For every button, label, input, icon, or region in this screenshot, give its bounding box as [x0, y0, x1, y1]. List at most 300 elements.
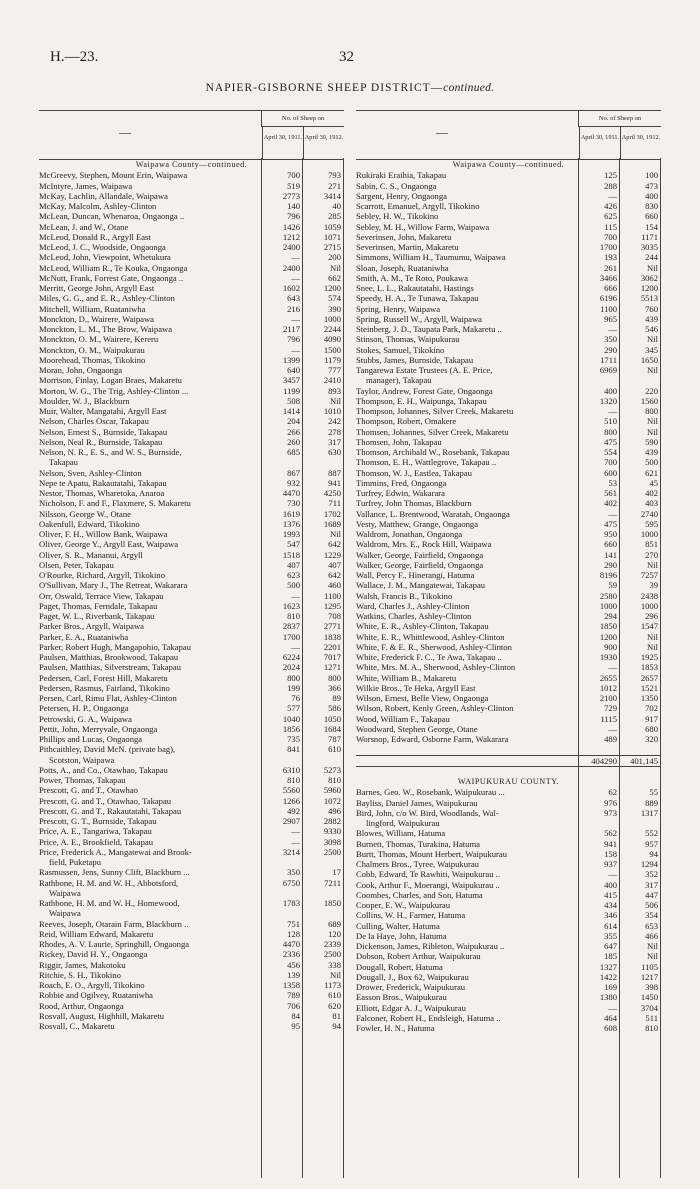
- table-row: [39, 652, 344, 662]
- sheep-1911: 700: [604, 231, 617, 242]
- owner-name: WAIPUKURAU COUNTY.: [457, 777, 560, 786]
- owner-name: Roach, E. O., Argyll, Tikokino: [39, 980, 145, 990]
- sheep-1911: —: [608, 662, 617, 673]
- sheep-1911: 407: [287, 559, 300, 570]
- owner-name: Thomsen, Johannes, Silver Creek, Makaretu: [356, 426, 509, 437]
- table-row: [39, 539, 344, 549]
- sheep-1912: 3704: [640, 1002, 658, 1013]
- sheep-1911: 796: [287, 334, 300, 345]
- table-row: [39, 734, 344, 744]
- sheep-1912: Nil: [647, 334, 658, 345]
- sheep-1912: 1689: [323, 518, 341, 529]
- owner-name: Monckton, L. M., The Brow, Waipawa: [39, 324, 173, 334]
- owner-name: Blowes, William, Hatuma: [356, 828, 446, 839]
- owner-name: Rukiraki Eraihia, Takapau: [356, 170, 447, 181]
- sheep-1911: 489: [604, 734, 617, 744]
- title-main: NAPIER-GISBORNE SHEEP DISTRICT—: [205, 82, 444, 94]
- sheep-1912: 2438: [640, 590, 658, 601]
- table-row: [39, 447, 344, 457]
- sheep-1911: 400: [604, 879, 617, 890]
- right-column-header: [356, 110, 661, 160]
- owner-name: Robbie and Ogilvey, Ruataniwha: [39, 990, 154, 1001]
- owner-name: Monckton, O. M., Waipukurau: [39, 344, 145, 355]
- owner-name: Morton, W. G., The Trig, Ashley-Clinton ...: [39, 385, 189, 396]
- sheep-1912: 793: [328, 170, 341, 181]
- table-row: [356, 869, 661, 879]
- sheep-1911: —: [608, 190, 617, 201]
- table-row: [39, 591, 344, 601]
- owner-name: Nelson, Sven, Ashley-Clinton: [39, 467, 142, 478]
- year-1911-header: April 30, 1911.: [262, 127, 303, 159]
- table-row: [356, 232, 661, 242]
- table-row-continuation: [39, 888, 344, 898]
- table-row: [356, 839, 661, 849]
- owner-name: Nicholson, F. and F., Flaxmere, S. Makaretu: [39, 498, 191, 509]
- owner-name: Drower, Frederick, Waipukurau: [356, 982, 466, 992]
- sheep-1912: 610: [328, 744, 341, 755]
- sheep-1911: 475: [604, 518, 617, 529]
- sheep-1911: 1100: [600, 303, 617, 314]
- sheep-1912: 398: [645, 982, 658, 992]
- sheep-1912: 366: [328, 682, 341, 693]
- table-row: [356, 355, 661, 365]
- sheep-1911: 216: [287, 303, 300, 314]
- table-row: [39, 837, 344, 847]
- table-row: [356, 1003, 661, 1013]
- table-row: [39, 386, 344, 396]
- table-row: [356, 662, 661, 672]
- table-row: [356, 211, 661, 221]
- sheep-1912: Nil: [647, 416, 658, 427]
- table-row: [39, 375, 344, 385]
- owner-name: Scarrott, Emanuel, Argyll, Tikokino: [356, 201, 480, 211]
- table-row-continuation: [39, 457, 344, 467]
- sheep-1912: 1294: [640, 859, 658, 869]
- sheep-1911: 1783: [282, 898, 300, 908]
- sheep-1911: 6969: [599, 365, 617, 375]
- sheep-1912: Nil: [647, 426, 658, 437]
- sheep-1912: 400: [645, 190, 658, 201]
- sheep-1911: 973: [604, 807, 617, 818]
- sheep-1912: 2500: [323, 949, 341, 960]
- table-row: [356, 910, 661, 920]
- sheep-1911: 290: [604, 559, 617, 570]
- sheep-1912: 94: [649, 848, 658, 859]
- sheep-1911: 810: [287, 611, 300, 621]
- table-row: [39, 232, 344, 242]
- owner-name: Burtt, Thomas, Mount Herbert, Waipukurau: [356, 848, 508, 859]
- table-row: [39, 468, 344, 478]
- owner-name: Walker, George, Fairfield, Ongaonga: [356, 559, 484, 570]
- sheep-1912: 1179: [324, 354, 341, 365]
- sheep-1911: 614: [604, 920, 617, 931]
- sheep-1912: 1560: [640, 395, 658, 406]
- sheep-1911: 800: [287, 672, 300, 683]
- sheep-1911: 84: [291, 1010, 300, 1021]
- owner-name: Rosvall, August, Highhill, Makaretu: [39, 1010, 165, 1021]
- sheep-count-header: No. of Sheep on: [261, 111, 344, 127]
- sheep-1912: 810: [645, 1023, 658, 1033]
- sheep-1912: 653: [645, 920, 658, 931]
- sheep-1912: 851: [645, 539, 658, 550]
- table-row: [39, 488, 344, 498]
- owner-name: Simmons, William H., Taumumu, Waipawa: [356, 252, 506, 263]
- sheep-1912: 1071: [323, 231, 341, 242]
- sheep-1911: 1623: [282, 600, 300, 611]
- sheep-1912: 511: [645, 1012, 658, 1023]
- sheep-1912: 5960: [323, 785, 341, 796]
- sheep-1912: 1650: [640, 354, 658, 365]
- table-row: [39, 642, 344, 652]
- table-row: [356, 314, 661, 324]
- owner-name: Price, A. E., Tangariwa, Takapau: [39, 826, 152, 837]
- sheep-1911: 1200: [599, 631, 617, 642]
- table-row: [356, 683, 661, 693]
- sheep-1912: 390: [328, 303, 341, 314]
- owner-name: Walsh, Francis B., Tikokino: [356, 590, 453, 601]
- header-dash: —: [436, 125, 448, 139]
- table-row: [39, 714, 344, 724]
- sheep-1911: 1422: [599, 971, 617, 982]
- sheep-1911: 2024: [282, 662, 300, 673]
- table-row: [356, 170, 661, 180]
- title-suffix: continued.: [443, 82, 495, 94]
- sheep-1912: 711: [328, 498, 341, 509]
- table-row: [39, 201, 344, 211]
- sheep-1911: 8196: [599, 570, 617, 580]
- sheep-1912: 1547: [640, 621, 658, 632]
- sheep-1911: 810: [287, 775, 300, 785]
- sheep-1911: 140: [287, 201, 300, 211]
- sheep-1912: 1200: [323, 283, 341, 293]
- owner-name: Potts, A., and Co., Otawhao, Takapau: [39, 764, 168, 775]
- owner-name: Scotston, Waipawa: [49, 754, 115, 765]
- sheep-1911: 1266: [282, 795, 300, 806]
- owner-name: Riggir, James, Makotoku: [39, 959, 126, 970]
- sheep-1912: 760: [645, 303, 658, 314]
- owner-name: Watkins, Charles, Ashley-Clinton: [356, 611, 472, 621]
- table-row: [39, 293, 344, 303]
- table-row: [39, 673, 344, 683]
- sheep-1911: 141: [604, 549, 617, 560]
- sheep-1912: 1702: [323, 508, 341, 519]
- sheep-1912: 660: [645, 211, 658, 222]
- table-row: [39, 509, 344, 519]
- sheep-1912: 1072: [323, 795, 341, 806]
- sheep-1912: 1853: [640, 662, 658, 673]
- owner-name: Paulsen, Matthias, Brookwood, Takapau: [39, 652, 179, 662]
- owner-name: Rickey, David H. Y., Ongaonga: [39, 949, 148, 960]
- sheep-1912: 81: [332, 1010, 341, 1021]
- owner-name: Vesty, Matthew, Grange, Ongaonga: [356, 518, 479, 529]
- owner-name: Wilkie Bros., Te Heka, Argyll East: [356, 682, 476, 693]
- sheep-1911: 1711: [600, 354, 617, 365]
- table-row: [39, 283, 344, 293]
- sheep-1911: 492: [287, 805, 300, 816]
- sheep-1911: 4470: [282, 488, 300, 498]
- owner-name: Merritt, George John, Argyll East: [39, 283, 155, 293]
- owner-name: Ritchie, S. H., Tikokino: [39, 969, 121, 980]
- owner-name: Nelson, Neal R., Burnside, Takapau: [39, 436, 163, 447]
- sheep-1912: 2882: [323, 816, 341, 826]
- sheep-1912: 1000: [323, 313, 341, 324]
- sheep-1912: 777: [328, 365, 341, 375]
- sheep-1912: 630: [328, 447, 341, 457]
- table-row: [356, 601, 661, 611]
- sheep-1911: 796: [287, 211, 300, 222]
- sheep-1911: 1212: [282, 231, 300, 242]
- sheep-1911: 900: [604, 641, 617, 652]
- table-row: [356, 859, 661, 869]
- owner-name: Rathbone, H. M. and W. H., Homewood,: [39, 898, 180, 908]
- sheep-1911: 1040: [282, 713, 300, 724]
- table-row: [39, 980, 344, 990]
- table-row: [39, 529, 344, 539]
- owner-name: Sebley, M. H., Willow Farm, Waipawa: [356, 221, 490, 232]
- owner-name: Monckton, O. M., Wairere, Kereru: [39, 334, 159, 345]
- sheep-1912: Nil: [647, 951, 658, 962]
- owner-name: McNutt, Frank, Forrest Gate, Ongaonga ..: [39, 272, 184, 283]
- sheep-1911: —: [291, 836, 300, 847]
- table-row: [39, 416, 344, 426]
- owner-name: Rathbone, H. M. and W. H., Abbotsford,: [39, 877, 179, 888]
- sheep-1911: —: [608, 508, 617, 519]
- owner-name: Chalmers Bros., Tyree, Waipukurau: [356, 859, 479, 869]
- owner-name: Oliver, S. R., Mananui, Argyll: [39, 549, 143, 560]
- table-row: [356, 982, 661, 992]
- owner-name: Taylor, Andrew, Forest Gate, Ongaonga: [356, 385, 493, 396]
- sheep-1912: 1684: [323, 723, 341, 734]
- sheep-1911: 685: [287, 447, 300, 457]
- sheep-1912: Nil: [330, 395, 341, 406]
- sheep-1912: 1105: [641, 961, 658, 972]
- sheep-1911: 6750: [282, 877, 300, 888]
- sheep-1912: 610: [328, 990, 341, 1001]
- sheep-1912: 893: [328, 385, 341, 396]
- sheep-1911: 2400: [282, 262, 300, 273]
- year-1912-header: April 30, 1912.: [303, 127, 344, 159]
- table-row: [356, 693, 661, 703]
- owner-name: Phillips and Lucas, Ongaonga: [39, 734, 143, 744]
- sheep-1911: 456: [287, 959, 300, 970]
- table-row: [39, 396, 344, 406]
- sheep-1911: 76: [291, 693, 300, 703]
- sheep-1911: 6224: [282, 652, 300, 662]
- sheep-1911: 562: [604, 828, 617, 839]
- sheep-1911: 290: [604, 344, 617, 355]
- owner-name: Elliott, Edgar A. J., Waipukurau: [356, 1002, 466, 1013]
- table-row: [39, 570, 344, 580]
- owner-name: Smith, A. M., Te Roto, Poukawa: [356, 272, 468, 283]
- sheep-1911: 1199: [283, 385, 300, 396]
- sheep-1912: 5273: [323, 764, 341, 775]
- owner-name: Pedersen, Rasmus, Fairland, Tikokino: [39, 682, 170, 693]
- sheep-1912: 3062: [640, 272, 658, 283]
- sheep-1911: 350: [287, 867, 300, 878]
- page-title: [0, 82, 700, 94]
- sheep-1911: 643: [287, 293, 300, 304]
- table-row: [356, 580, 661, 590]
- sheep-1911: 2773: [282, 190, 300, 201]
- sheep-1912: 7017: [323, 652, 341, 662]
- sheep-1912: 1171: [641, 231, 658, 242]
- sheep-1912: 2715: [323, 242, 341, 252]
- sheep-1912: 1010: [323, 406, 341, 416]
- table-row: [356, 798, 661, 808]
- sheep-1911: 1380: [599, 992, 617, 1003]
- sheep-1911: 169: [604, 982, 617, 992]
- sheep-1911: 199: [287, 682, 300, 693]
- sheep-1911: 1850: [599, 621, 617, 632]
- left-column: [39, 110, 344, 1031]
- sheep-1912: Nil: [647, 641, 658, 652]
- sheep-1912: 887: [328, 467, 341, 478]
- owner-name: Walker, George, Fairfield, Ongaonga: [356, 549, 484, 560]
- table-row: [356, 293, 661, 303]
- sheep-1912: Nil: [647, 365, 658, 375]
- sheep-1912: 460: [328, 580, 341, 591]
- sheep-1911: 706: [287, 1000, 300, 1011]
- owner-name: Severinsen, John, Makaretu: [356, 231, 452, 242]
- sheep-1911: 965: [604, 313, 617, 324]
- sheep-1912: 2740: [640, 508, 658, 519]
- owner-name: Waipawa County—continued.: [135, 160, 248, 169]
- sheep-1912: 473: [645, 180, 658, 191]
- sheep-1911: 666: [604, 283, 617, 293]
- sheep-1912: 1295: [323, 600, 341, 611]
- sheep-count-header: No. of Sheep on: [578, 111, 661, 127]
- table-row: [39, 970, 344, 980]
- owner-name: McLean, Duncan, Whenaroa, Ongaonga ..: [39, 211, 185, 222]
- owner-name: Waipawa: [49, 908, 81, 919]
- sheep-1912: 278: [328, 426, 341, 437]
- table-row: [356, 529, 661, 539]
- table-row: [39, 170, 344, 180]
- owner-name: Wilson, Ernest, Belle View, Ongaonga: [356, 693, 489, 703]
- owner-name: Petrowski, G. A., Waipawa: [39, 713, 132, 724]
- owner-name: Parker, Robert Hugh, Mangapohio, Takapau: [39, 641, 191, 652]
- section-heading: [356, 777, 661, 787]
- sheep-1911: 729: [604, 703, 617, 714]
- owner-name: Speedy, H. A., Te Tunawa, Takapau: [356, 293, 479, 304]
- sheep-1911: —: [608, 324, 617, 334]
- sheep-1911: 1700: [599, 242, 617, 252]
- sheep-1912: 689: [328, 918, 341, 929]
- sheep-1911: 547: [287, 539, 300, 550]
- table-row: [356, 334, 661, 344]
- owner-name: Collins, W. H., Farmer, Hatuma: [356, 910, 466, 921]
- sheep-1911: 59: [608, 580, 617, 591]
- table-row: [356, 478, 661, 488]
- owner-name: White, E. R., Ashley-Clinton, Takapau: [356, 621, 489, 632]
- owner-name: Waldrom, Jonathan, Ongaonga: [356, 529, 463, 539]
- sheep-1911: 735: [287, 734, 300, 744]
- owner-name: Nelson, Ernest S., Burnside, Takapau: [39, 426, 168, 437]
- owner-name: Parker, E. A., Ruataniwha: [39, 631, 129, 642]
- sheep-1912: 2339: [323, 939, 341, 949]
- table-row: [356, 611, 661, 621]
- sheep-1911: 6196: [599, 293, 617, 304]
- sheep-1911: 434: [604, 900, 617, 910]
- owner-name: Easson Bros., Waipukurau: [356, 992, 447, 1003]
- sheep-1912: 3098: [323, 836, 341, 847]
- owner-name: Bird, John, c/o W. Bird, Woodlands, Wal-: [356, 807, 499, 818]
- sheep-1911: 730: [287, 498, 300, 509]
- sheep-1912: 642: [328, 539, 341, 550]
- table-row: [356, 406, 661, 416]
- owner-name: Sebley, H. W., Tikokino: [356, 211, 439, 222]
- table-row: [356, 951, 661, 961]
- owner-name: Cook, Arthur F., Moerangi, Waipukurau ..: [356, 879, 500, 890]
- sheep-1912: 89: [332, 693, 341, 703]
- sheep-1912: 1850: [323, 898, 341, 908]
- sheep-1911: 204: [287, 416, 300, 427]
- sheep-1912: 595: [645, 518, 658, 529]
- owner-name: Prescott, G. and T., Rakautatahi, Takapau: [39, 805, 182, 816]
- table-row: [356, 921, 661, 931]
- sheep-1912: 2244: [323, 324, 341, 334]
- sheep-1912: 496: [328, 805, 341, 816]
- owner-name: Parker Bros., Argyll, Waipawa: [39, 621, 144, 632]
- sheep-1911: 1376: [282, 518, 300, 529]
- owner-name: Thompson, E. H., Waipunga, Takapau: [356, 395, 487, 406]
- sheep-1912: 296: [645, 611, 658, 621]
- table-row: [356, 550, 661, 560]
- sheep-1911: —: [608, 406, 617, 416]
- table-row: [356, 992, 661, 1002]
- sheep-1912: 407: [328, 559, 341, 570]
- sheep-1911: 1619: [282, 508, 300, 519]
- table-row: [39, 1021, 344, 1031]
- owner-name: Wallace, J. M., Mangatewai, Takapau: [356, 580, 486, 591]
- owner-name: Takapau: [49, 457, 78, 468]
- table-row: [39, 878, 344, 888]
- table-row: [39, 252, 344, 262]
- sheep-1911: 350: [604, 334, 617, 345]
- sheep-1911: 402: [604, 498, 617, 509]
- table-row: [39, 1001, 344, 1011]
- owner-name: Tangarewa Estate Trustees (A. E. Price,: [356, 365, 493, 375]
- sheep-1912: Nil: [647, 559, 658, 570]
- sheep-1911: 1115: [600, 713, 617, 724]
- sheep-1911: 53: [608, 477, 617, 488]
- sheep-1911: 1399: [282, 354, 300, 365]
- owner-name: McLean, J. and W., Otane: [39, 221, 129, 232]
- owner-name: Monckton, D., Wairere, Waipawa: [39, 313, 154, 324]
- table-row: [356, 252, 661, 262]
- sheep-1911: 600: [604, 467, 617, 478]
- sheep-1911: 266: [287, 426, 300, 437]
- table-row: [356, 396, 661, 406]
- table-row: [356, 724, 661, 734]
- table-row: [356, 849, 661, 859]
- sheep-1911: —: [291, 252, 300, 263]
- sheep-1912: 4250: [323, 488, 341, 498]
- sheep-1911: 1856: [282, 723, 300, 734]
- sheep-1912: 662: [328, 272, 341, 283]
- owner-name: Waipawa County—continued.: [452, 160, 565, 169]
- table-row: [39, 796, 344, 806]
- owner-name: manager), Takapau: [366, 375, 432, 386]
- sheep-1911: 1518: [282, 549, 300, 560]
- owner-name: White, E. R., Whittlewood, Ashley-Clinton: [356, 631, 505, 642]
- table-row: [356, 591, 661, 601]
- owner-name: Steinberg, J. D., Taupata Park, Makaretu ..: [356, 324, 502, 334]
- owner-name: McKay, Malcolm, Ashley-Clinton: [39, 201, 157, 211]
- sheep-1912: 154: [645, 221, 658, 232]
- sheep-1911: 2837: [282, 621, 300, 632]
- table-row: [39, 1011, 344, 1021]
